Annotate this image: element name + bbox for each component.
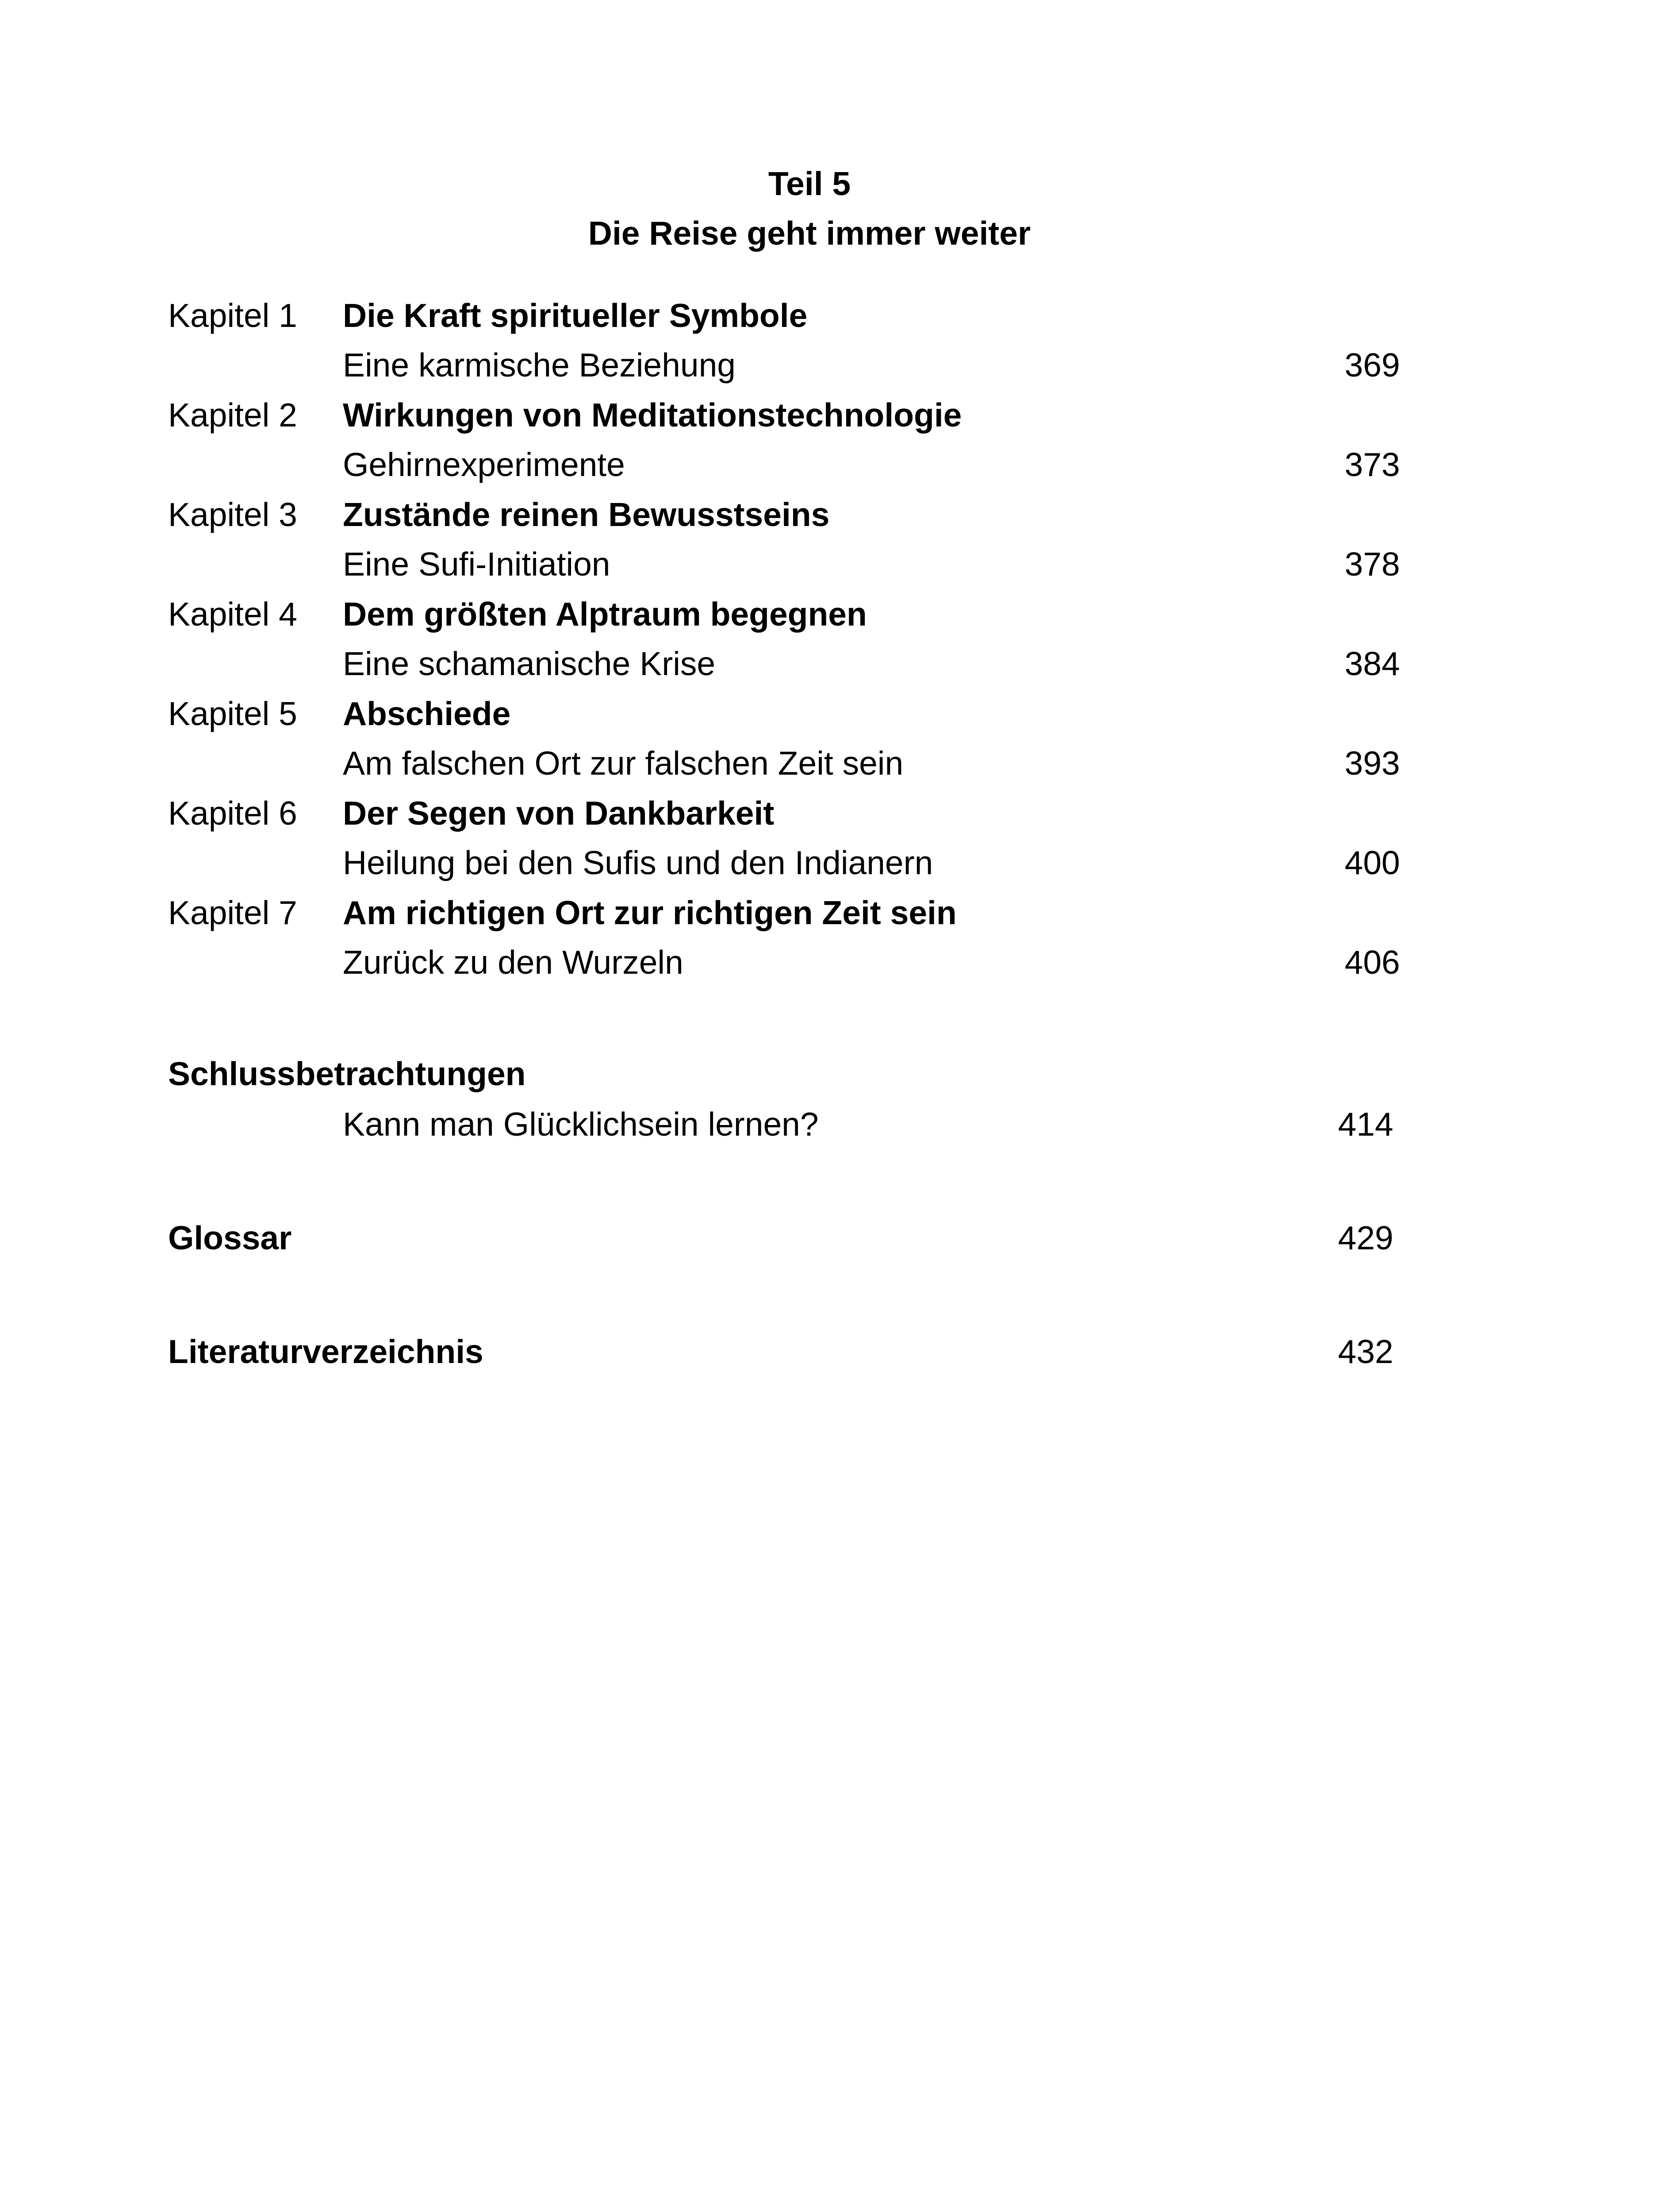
closing-subtitle: Kann man Glücklichsein lernen? [343,1106,819,1143]
glossary-row [0,1213,1672,1263]
chapter-label: Kapitel 1 [168,297,297,334]
chapter-row [0,888,1672,937]
part-title: Die Reise geht immer weiter [588,215,1031,252]
chapter-row [0,689,1672,738]
chapter-row [0,490,1672,539]
chapter-subtitle-row [0,340,1672,390]
chapter-subtitle: Eine schamanische Krise [343,645,716,682]
page-number: 378 [1344,545,1400,583]
page-number: 373 [1344,446,1400,483]
chapter-row [0,390,1672,440]
closing-subtitle-row [0,1099,1672,1149]
chapter-subtitle: Zurück zu den Wurzeln [343,944,683,981]
page-number: 432 [1338,1333,1393,1370]
page-number: 429 [1338,1219,1393,1256]
chapter-title: Zustände reinen Bewusstseins [343,496,830,533]
chapter-label: Kapitel 3 [168,496,297,533]
chapter-label: Kapitel 5 [168,695,297,732]
chapter-subtitle-row [0,539,1672,589]
chapter-title: Die Kraft spiritueller Symbole [343,297,808,334]
chapter-subtitle: Am falschen Ort zur falschen Zeit sein [343,745,904,782]
chapter-subtitle: Gehirnexperimente [343,446,625,483]
chapter-subtitle-row [0,738,1672,788]
chapter-title: Abschiede [343,695,511,732]
chapter-subtitle-row [0,937,1672,987]
page-number: 369 [1344,346,1400,384]
page-number: 400 [1344,844,1400,881]
closing-title: Schlussbetrachtungen [168,1055,526,1092]
chapter-label: Kapitel 4 [168,595,297,633]
chapter-title: Am richtigen Ort zur richtigen Zeit sein [343,894,957,931]
chapter-title: Der Segen von Dankbarkeit [343,795,775,832]
page-number: 384 [1344,645,1400,682]
page-number: 393 [1344,745,1400,782]
chapter-row [0,788,1672,838]
chapter-title: Dem größten Alptraum begegnen [343,595,867,633]
chapter-subtitle: Eine Sufi-Initiation [343,545,610,583]
bibliography-title: Literaturverzeichnis [168,1333,483,1370]
page-number: 414 [1338,1106,1393,1143]
chapter-subtitle-row [0,440,1672,489]
chapter-row [0,589,1672,639]
glossary-title: Glossar [168,1219,292,1256]
chapter-subtitle-row [0,639,1672,688]
chapter-label: Kapitel 2 [168,396,297,434]
chapter-label: Kapitel 6 [168,795,297,832]
chapter-subtitle: Eine karmische Beziehung [343,346,736,384]
chapter-row [0,291,1672,340]
chapter-title: Wirkungen von Meditationstechnologie [343,396,962,434]
bibliography-row [0,1327,1672,1376]
chapter-subtitle-row [0,838,1672,887]
chapter-subtitle: Heilung bei den Sufis und den Indianern [343,844,933,881]
closing-row [0,1049,1672,1098]
part-label: Teil 5 [768,165,851,202]
chapter-label: Kapitel 7 [168,894,297,931]
page-number: 406 [1344,944,1400,981]
